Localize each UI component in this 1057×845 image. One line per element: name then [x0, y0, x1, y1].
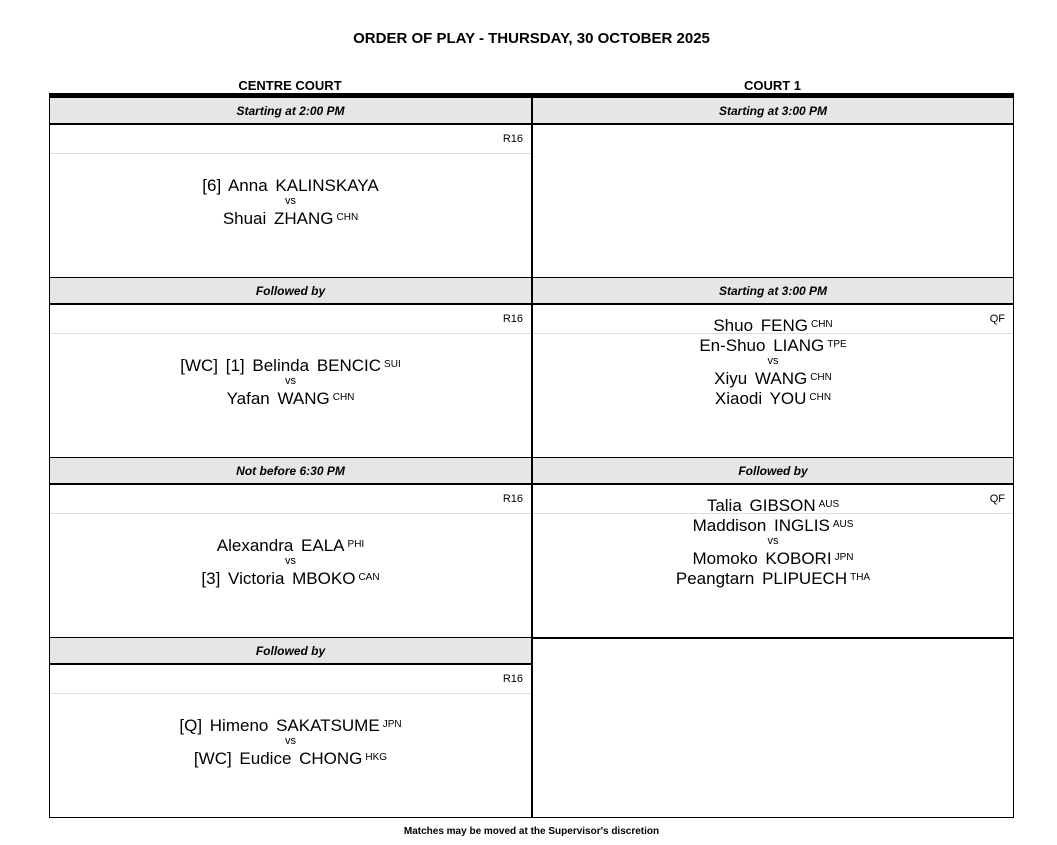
player-entry: [533, 368, 1013, 388]
match-cell: [533, 278, 1013, 457]
court-header-centre: CENTRE COURT: [238, 78, 342, 93]
match-players: [50, 694, 531, 789]
player-entry: [50, 208, 531, 228]
player-nationality: JPN: [834, 551, 854, 563]
round-label: R16: [50, 485, 531, 514]
versus-label: vs: [285, 555, 296, 567]
match-cell: [50, 98, 531, 277]
player-entry: [50, 748, 531, 768]
player-nationality: PHI: [347, 539, 365, 550]
player-nationality: JPN: [382, 719, 402, 730]
player-nationality: TPE: [827, 338, 847, 350]
footer-note: Matches may be moved at the Supervisor's discretion: [403, 826, 660, 837]
player-entry: [50, 535, 531, 555]
match-players: [50, 154, 531, 249]
versus-label: vs: [767, 354, 779, 367]
player-name: Xiaodi YOU: [714, 388, 807, 408]
player-nationality: AUS: [832, 518, 854, 530]
player-entry: [533, 335, 1013, 355]
player-entry: [50, 355, 531, 375]
player-name: [WC] Eudice CHONG: [193, 749, 363, 768]
player-entry: [533, 568, 1013, 588]
versus-label: vs: [285, 194, 296, 207]
player-nationality: CHN: [332, 392, 355, 403]
player-entry: [50, 715, 531, 735]
player-name: En-Shuo LIANG: [699, 335, 825, 355]
slot-time-label: Followed by: [50, 638, 531, 665]
player-nationality: HKG: [365, 752, 388, 763]
slot-time-label: Starting at 2:00 PM: [50, 98, 531, 125]
player-name: Maddison INGLIS: [692, 515, 830, 535]
player-entry: [533, 315, 1013, 335]
player-nationality: CHN: [810, 371, 832, 383]
court-header-court1: COURT 1: [743, 78, 802, 93]
round-label: R16: [50, 305, 531, 334]
slot-time-label: Starting at 3:00 PM: [533, 278, 1013, 305]
player-entry: [50, 176, 531, 195]
match-players: [533, 313, 1013, 409]
match-cell: [50, 638, 531, 817]
round-label: QF: [533, 305, 1013, 334]
player-nationality: CHN: [810, 318, 833, 330]
match-cell: [50, 458, 531, 637]
slot-time-label: Followed by: [533, 458, 1013, 485]
player-name: Momoko KOBORI: [692, 548, 832, 568]
match-players: [50, 334, 531, 429]
player-nationality: CAN: [358, 572, 380, 583]
player-name: [3] Victoria MBOKO: [201, 569, 356, 588]
player-nationality: SUI: [384, 359, 401, 370]
match-players: [533, 493, 1013, 589]
slot-time-label: Starting at 3:00 PM: [533, 98, 1013, 125]
player-nationality: AUS: [818, 498, 840, 510]
player-name: [6] Anna KALINSKAYA: [202, 175, 379, 195]
versus-label: vs: [285, 375, 296, 387]
player-nationality: CHN: [809, 391, 832, 403]
versus-label: vs: [285, 735, 296, 747]
round-label: R16: [50, 125, 531, 154]
player-entry: [533, 495, 1013, 515]
match-cell: [533, 458, 1013, 637]
player-name: [Q] Himeno SAKATSUME: [179, 716, 380, 735]
round-label: QF: [533, 485, 1013, 514]
player-entry: [50, 568, 531, 588]
player-nationality: THA: [850, 571, 871, 583]
player-entry: [533, 515, 1013, 535]
player-name: Shuo FENG: [713, 315, 808, 335]
match-cell: [50, 278, 531, 457]
player-name: Peangtarn PLIPUECH: [675, 568, 848, 588]
player-name: Xiyu WANG: [714, 368, 808, 388]
player-entry: [50, 388, 531, 408]
player-nationality: CHN: [336, 211, 359, 223]
versus-label: vs: [767, 534, 779, 547]
page-title: ORDER OF PLAY - THURSDAY, 30 OCTOBER 2025: [353, 30, 710, 47]
player-entry: [533, 548, 1013, 568]
player-name: [WC] [1] Belinda BENCIC: [180, 356, 382, 375]
match-players: [50, 514, 531, 609]
match-cell: [533, 98, 1013, 277]
slot-time-label: Followed by: [50, 278, 531, 305]
round-label: R16: [50, 665, 531, 694]
player-name: Shuai ZHANG: [222, 208, 334, 228]
player-name: Talia GIBSON: [706, 495, 816, 515]
player-entry: [533, 388, 1013, 408]
slot-time-label: Not before 6:30 PM: [50, 458, 531, 485]
player-name: Alexandra EALA: [216, 536, 345, 555]
player-name: Yafan WANG: [226, 389, 330, 408]
